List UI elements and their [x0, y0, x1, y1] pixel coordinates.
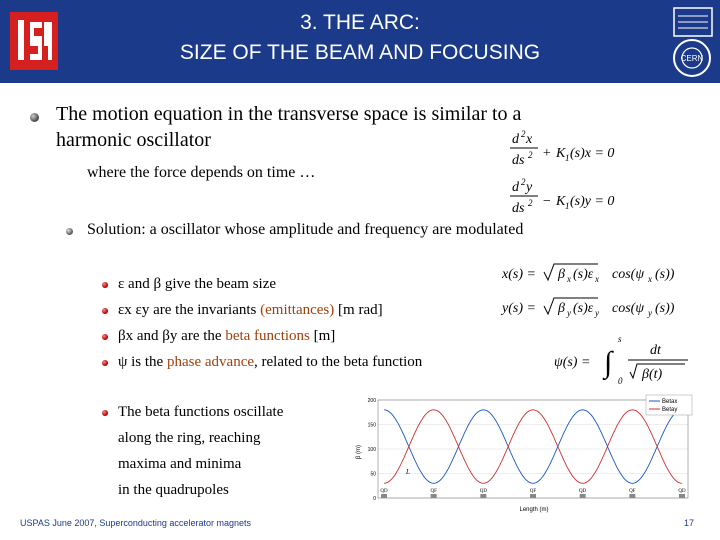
legend-betax: Betax	[662, 399, 678, 405]
isr-logo-icon	[4, 6, 64, 76]
bullet-icon	[102, 308, 108, 314]
svg-text:x(s) =: x(s) =	[502, 267, 536, 282]
svg-text:d: d	[512, 180, 519, 195]
chart-quad-label: QD	[678, 489, 686, 494]
svg-text:y(s) =: y(s) =	[502, 301, 536, 316]
motion-equations	[508, 128, 638, 220]
svg-text:2: 2	[528, 198, 533, 208]
sub2-post: [m rad]	[334, 302, 383, 318]
sub2-pre: εx εy are the invariants	[118, 302, 261, 318]
svg-text:+: +	[542, 146, 552, 161]
svg-text:ds: ds	[512, 201, 525, 216]
svg-text:β(t): β(t)	[642, 367, 663, 382]
svg-text:0: 0	[618, 376, 623, 386]
svg-text:1: 1	[565, 201, 570, 211]
svg-text:2: 2	[521, 177, 526, 187]
bullet-icon	[102, 282, 108, 288]
svg-text:1: 1	[565, 153, 570, 163]
sub-bullet-3	[118, 323, 335, 349]
svg-text:x: x	[648, 274, 652, 284]
svg-text:β: β	[558, 301, 565, 316]
chart-quad-label: QD	[479, 489, 487, 494]
chart-l-label: L	[406, 468, 410, 476]
beta-osc-line2: along the ring, reaching	[118, 430, 261, 446]
svg-text:K: K	[556, 194, 566, 209]
svg-text:K: K	[556, 146, 566, 161]
bullet-icon	[30, 113, 39, 122]
chart-y-tick-label: 0	[373, 496, 376, 502]
svg-text:s: s	[618, 334, 622, 344]
svg-text:y: y	[567, 308, 571, 318]
title-line-1: 3. THE ARC:	[300, 11, 420, 34]
chart-quad-label: QD	[380, 489, 388, 494]
chart-quad-marker	[530, 494, 536, 498]
bullet1-line1: The motion equation in the transverse space is similar to a	[56, 103, 522, 125]
chart-y-tick-label: 50	[370, 471, 376, 478]
sub2-highlight: (emittances)	[260, 302, 335, 318]
beta-osc-line3: maxima and minima	[118, 456, 242, 472]
chart-y-tick-label: 100	[367, 447, 376, 453]
bullet1-line2: harmonic oscillator	[56, 129, 211, 151]
sub-bullet-4	[118, 349, 422, 375]
bullet-icon	[102, 334, 108, 340]
svg-text:cos(ψ: cos(ψ	[612, 267, 645, 282]
svg-text:∫: ∫	[604, 346, 613, 379]
chart-quad-marker	[431, 494, 437, 498]
legend-betay: Betay	[662, 407, 678, 413]
where-text: where the force depends on time …	[87, 164, 316, 181]
chart-y-tick-label: 200	[367, 398, 376, 404]
chart-quad-marker	[679, 494, 685, 498]
svg-text:(s)ε: (s)ε	[573, 267, 594, 282]
bullet-icon	[102, 410, 108, 416]
page-number: 17	[684, 518, 695, 528]
chart-xlabel: Length (m)	[519, 507, 549, 513]
bullet-icon	[66, 228, 73, 235]
sub3-pre: βx and βy are the	[118, 328, 226, 344]
svg-text:β: β	[558, 267, 565, 282]
svg-text:(s)x = 0: (s)x = 0	[570, 146, 615, 161]
svg-text:CERN: CERN	[680, 54, 704, 63]
cern-logo-icon	[668, 4, 718, 80]
svg-text:−: −	[542, 194, 552, 209]
slide-title	[80, 8, 640, 68]
sub4-pre: ψ is the	[118, 354, 167, 370]
sub-bullet-2	[118, 297, 383, 323]
sub4-post: , related to the beta function	[254, 354, 423, 370]
beta-osc-line4: in the quadrupoles	[118, 482, 229, 498]
svg-text:2: 2	[528, 150, 533, 160]
chart-quad-label: QF	[629, 489, 636, 494]
svg-text:(s)y = 0: (s)y = 0	[570, 194, 615, 209]
chart-quad-marker	[580, 494, 586, 498]
sub-bullet-1: ε and β give the beam size	[118, 276, 277, 292]
chart-y-tick-label: 150	[367, 422, 376, 429]
sub4-highlight: phase advance	[166, 354, 255, 370]
svg-text:ds: ds	[512, 153, 525, 168]
svg-text:x: x	[567, 274, 571, 284]
chart-quad-label: QF	[430, 489, 437, 494]
svg-text:dt: dt	[650, 343, 661, 358]
solution-text: Solution: a oscillator whose amplitude and frequency are modulated	[87, 221, 524, 238]
svg-text:y: y	[595, 308, 599, 318]
svg-text:2: 2	[521, 129, 526, 139]
chart-quad-marker	[629, 494, 635, 498]
title-line-2: SIZE OF THE BEAM AND FOCUSING	[179, 41, 541, 64]
sub3-post: [m]	[309, 328, 336, 344]
svg-text:y: y	[648, 308, 652, 318]
bullet-icon	[102, 360, 108, 366]
svg-text:(s)): (s))	[655, 301, 675, 316]
svg-text:x: x	[526, 132, 533, 147]
solution-equations	[500, 262, 692, 392]
beta-function-chart	[354, 392, 694, 514]
sub3-highlight: beta functions	[225, 328, 310, 344]
chart-quad-marker	[381, 494, 387, 498]
svg-text:cos(ψ: cos(ψ	[612, 301, 645, 316]
chart-quad-label: QF	[529, 489, 537, 494]
beta-osc-line1: The beta functions oscillate	[118, 404, 284, 420]
chart-quad-label: QD	[579, 489, 587, 494]
svg-text:(s)ε: (s)ε	[573, 301, 594, 316]
svg-text:ψ(s) =: ψ(s) =	[554, 355, 591, 370]
chart-quad-marker	[480, 494, 486, 498]
footer-text: USPAS June 2007, Superconducting accelerator magnets	[20, 518, 251, 528]
svg-text:(s)): (s))	[655, 267, 675, 282]
header-bar	[0, 0, 720, 83]
svg-text:y: y	[526, 180, 533, 195]
svg-text:x: x	[595, 274, 599, 284]
svg-text:d: d	[512, 132, 519, 147]
chart-legend	[646, 395, 692, 415]
chart-ylabel: β (m)	[356, 444, 362, 460]
